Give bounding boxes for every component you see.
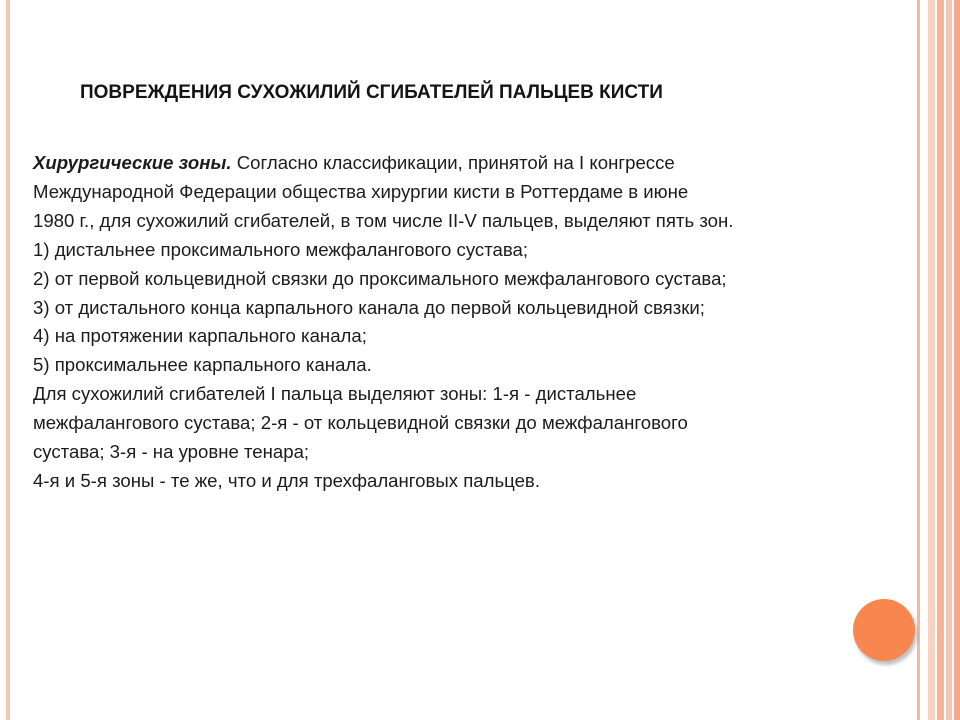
decorative-circle xyxy=(853,599,915,661)
decorative-stripes xyxy=(928,0,960,720)
text-line: 1980 г., для сухожилий сгибателей, в том числе II-V пальцев, выделяют пять зон. xyxy=(33,209,734,231)
slide-title: ПОВРЕЖДЕНИЯ СУХОЖИЛИЙ СГИБАТЕЛЕЙ ПАЛЬЦЕВ КИСТИ xyxy=(80,82,663,103)
zone-item: 1) дистальнее проксимального межфалангового сустава; xyxy=(33,238,529,260)
text-line: сустава; 3-я - на уровне тенара; xyxy=(33,441,310,463)
zone-item: 4) на протяжении карпального канала; xyxy=(33,325,367,347)
stripe xyxy=(928,0,935,720)
lead-term: Хирургические зоны. xyxy=(33,152,232,173)
zone-item: 3) от дистального конца карпального канала до первой кольцевидной связки; xyxy=(33,296,705,318)
text-line xyxy=(33,149,893,178)
text-line: Международной Федерации общества хирургии кисти в Роттердаме в июне xyxy=(33,180,689,202)
stripe xyxy=(937,0,944,720)
zone-item: 2) от первой кольцевидной связки до проксимального межфалангового сустава; xyxy=(33,267,727,289)
right-frame-line xyxy=(917,0,920,720)
text-line: 4-я и 5-я зоны - те же, что и для трехфаланговых пальцев. xyxy=(33,469,540,491)
text-fragment: Согласно классификации, принятой на I конгрессе xyxy=(231,152,675,173)
text-line: Для сухожилий сгибателей I пальца выделяют зоны: 1-я - дистальнее xyxy=(33,383,637,405)
text-line: межфалангового сустава; 2-я - от кольцевидной связки до межфалангового xyxy=(33,412,688,434)
left-frame-line xyxy=(6,0,10,720)
slide-body xyxy=(33,149,893,496)
zone-item: 5) проксимальнее карпального канала. xyxy=(33,354,372,376)
stripe xyxy=(946,0,952,720)
stripe xyxy=(954,0,960,720)
